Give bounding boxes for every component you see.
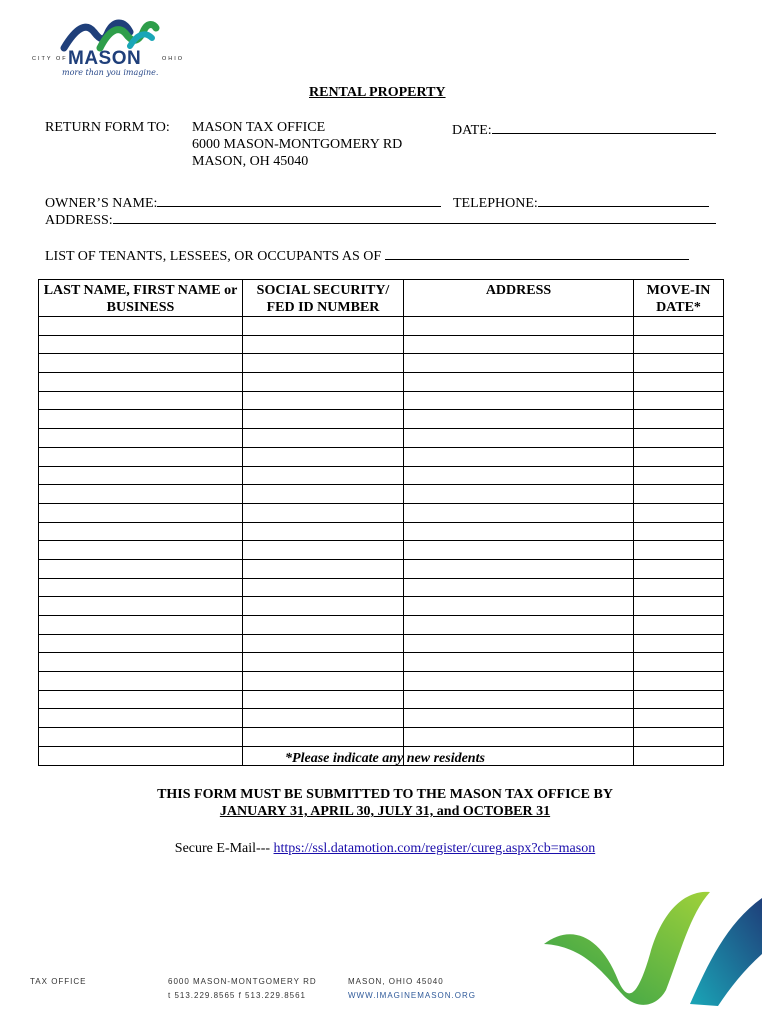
move-in-cell[interactable] <box>634 728 724 747</box>
logo-city-of: CITY OF <box>32 56 68 62</box>
name-cell[interactable] <box>39 672 243 691</box>
date-input-line[interactable] <box>492 119 716 134</box>
move-in-cell[interactable] <box>634 391 724 410</box>
logo-state: OHIO <box>162 56 185 62</box>
move-in-cell[interactable] <box>634 447 724 466</box>
secure-email <box>0 840 770 857</box>
name-cell[interactable] <box>39 391 243 410</box>
table-row <box>39 447 724 466</box>
logo-tagline: more than you imagine. <box>62 68 159 77</box>
address-cell[interactable] <box>404 522 634 541</box>
return-address-line: MASON TAX OFFICE <box>192 120 326 135</box>
footer-office: TAX OFFICE <box>30 977 87 986</box>
footer-phones: t 513.229.8565 f 513.229.8561 <box>168 991 306 1000</box>
address-cell[interactable] <box>404 672 634 691</box>
name-cell[interactable] <box>39 447 243 466</box>
ssn-cell[interactable] <box>243 429 404 448</box>
name-cell[interactable] <box>39 578 243 597</box>
deadline-line-1: THIS FORM MUST BE SUBMITTED TO THE MASON TAX OFFICE BY <box>157 787 613 802</box>
name-cell[interactable] <box>39 559 243 578</box>
table-header-row <box>39 280 724 317</box>
ssn-cell[interactable] <box>243 317 404 336</box>
address-input-line[interactable] <box>113 209 716 224</box>
ssn-cell[interactable] <box>243 503 404 522</box>
logo-name: MASON <box>68 48 142 69</box>
move-in-cell[interactable] <box>634 559 724 578</box>
name-cell[interactable] <box>39 335 243 354</box>
tenants-table <box>38 279 724 766</box>
table-row <box>39 690 724 709</box>
move-in-cell[interactable] <box>634 672 724 691</box>
table-row <box>39 653 724 672</box>
ssn-cell[interactable] <box>243 616 404 635</box>
table-row <box>39 503 724 522</box>
tenant-rows <box>39 317 724 766</box>
move-in-cell[interactable] <box>634 335 724 354</box>
move-in-cell[interactable] <box>634 690 724 709</box>
form-title: RENTAL PROPERTY <box>309 85 446 100</box>
ssn-cell[interactable] <box>243 522 404 541</box>
address-cell[interactable] <box>404 466 634 485</box>
name-cell[interactable] <box>39 634 243 653</box>
ssn-cell[interactable] <box>243 541 404 560</box>
return-address-line: 6000 MASON-MONTGOMERY RD <box>192 137 403 152</box>
address-cell[interactable] <box>404 410 634 429</box>
address-cell[interactable] <box>404 485 634 504</box>
footer-street: 6000 MASON-MONTGOMERY RD <box>168 977 317 986</box>
table-row <box>39 634 724 653</box>
ssn-cell[interactable] <box>243 634 404 653</box>
footer-city: MASON, OHIO 45040 <box>348 977 444 986</box>
table-row <box>39 672 724 691</box>
address-cell[interactable] <box>404 354 634 373</box>
address-cell[interactable] <box>404 429 634 448</box>
name-cell[interactable] <box>39 709 243 728</box>
ssn-cell[interactable] <box>243 690 404 709</box>
city-of-mason-logo <box>0 0 194 82</box>
move-in-cell[interactable] <box>634 373 724 392</box>
tenants-as-of-label: LIST OF TENANTS, LESSEES, OR OCCUPANTS AS OF <box>45 249 382 264</box>
ssn-cell[interactable] <box>243 653 404 672</box>
address-cell[interactable] <box>404 503 634 522</box>
column-header-name: LAST NAME, FIRST NAME or BUSINESS <box>39 280 243 317</box>
table-row <box>39 522 724 541</box>
new-residents-note: *Please indicate any new residents <box>285 751 485 766</box>
ssn-cell[interactable] <box>243 335 404 354</box>
mason-wave-logo-icon <box>60 18 160 52</box>
table-row <box>39 485 724 504</box>
name-cell[interactable] <box>39 616 243 635</box>
name-cell[interactable] <box>39 354 243 373</box>
table-row <box>39 466 724 485</box>
ssn-cell[interactable] <box>243 597 404 616</box>
return-address-line: MASON, OH 45040 <box>192 154 309 169</box>
name-cell[interactable] <box>39 429 243 448</box>
table-row <box>39 354 724 373</box>
move-in-cell[interactable] <box>634 429 724 448</box>
table-row <box>39 541 724 560</box>
move-in-cell[interactable] <box>634 485 724 504</box>
move-in-cell[interactable] <box>634 410 724 429</box>
name-cell[interactable] <box>39 541 243 560</box>
ssn-cell[interactable] <box>243 373 404 392</box>
tenants-as-of-field <box>45 245 689 265</box>
table-row <box>39 391 724 410</box>
mason-wave-graphic-icon <box>540 884 766 1010</box>
tenants-as-of-input-line[interactable] <box>385 245 689 260</box>
address-field <box>45 209 716 229</box>
date-label: DATE: <box>452 123 492 138</box>
ssn-cell[interactable] <box>243 466 404 485</box>
move-in-cell[interactable] <box>634 503 724 522</box>
return-to-label: RETURN FORM TO: <box>45 120 170 135</box>
name-cell[interactable] <box>39 690 243 709</box>
column-header-ssn: SOCIAL SECURITY/ FED ID NUMBER <box>243 280 404 317</box>
table-row <box>39 373 724 392</box>
name-cell[interactable] <box>39 728 243 747</box>
table-row <box>39 578 724 597</box>
address-cell[interactable] <box>404 616 634 635</box>
name-cell[interactable] <box>39 466 243 485</box>
move-in-cell[interactable] <box>634 653 724 672</box>
column-header-address: ADDRESS <box>404 280 634 317</box>
name-cell[interactable] <box>39 503 243 522</box>
table-row <box>39 429 724 448</box>
address-cell[interactable] <box>404 541 634 560</box>
table-row <box>39 709 724 728</box>
move-in-cell[interactable] <box>634 354 724 373</box>
move-in-cell[interactable] <box>634 578 724 597</box>
address-cell[interactable] <box>404 317 634 336</box>
ssn-cell[interactable] <box>243 485 404 504</box>
address-cell[interactable] <box>404 597 634 616</box>
move-in-cell[interactable] <box>634 597 724 616</box>
address-cell[interactable] <box>404 335 634 354</box>
owner-name-input-line[interactable] <box>157 192 441 207</box>
name-cell[interactable] <box>39 317 243 336</box>
address-cell[interactable] <box>404 559 634 578</box>
move-in-cell[interactable] <box>634 616 724 635</box>
address-cell[interactable] <box>404 578 634 597</box>
name-cell[interactable] <box>39 653 243 672</box>
table-row <box>39 559 724 578</box>
move-in-cell[interactable] <box>634 541 724 560</box>
table-row <box>39 317 724 336</box>
address-cell[interactable] <box>404 391 634 410</box>
name-cell[interactable] <box>39 597 243 616</box>
secure-email-label: Secure E-Mail--- <box>174 841 271 856</box>
move-in-cell[interactable] <box>634 466 724 485</box>
address-cell[interactable] <box>404 709 634 728</box>
date-field <box>452 119 716 139</box>
ssn-cell[interactable] <box>243 410 404 429</box>
ssn-cell[interactable] <box>243 728 404 747</box>
footer-website[interactable]: WWW.IMAGINEMASON.ORG <box>348 991 476 1000</box>
name-cell[interactable] <box>39 485 243 504</box>
address-label: ADDRESS: <box>45 213 113 228</box>
name-cell[interactable] <box>39 373 243 392</box>
address-cell[interactable] <box>404 690 634 709</box>
column-header-move-in: MOVE-IN DATE* <box>634 280 724 317</box>
telephone-label: TELEPHONE: <box>453 196 538 211</box>
name-cell[interactable] <box>39 410 243 429</box>
owner-name-label: OWNER’S NAME: <box>45 196 158 211</box>
move-in-cell[interactable] <box>634 522 724 541</box>
move-in-cell[interactable] <box>634 634 724 653</box>
deadline-line-2: JANUARY 31, APRIL 30, JULY 31, and OCTOBER 31 <box>219 804 551 819</box>
table-row <box>39 728 724 747</box>
table-row <box>39 597 724 616</box>
ssn-cell[interactable] <box>243 672 404 691</box>
move-in-cell[interactable] <box>634 709 724 728</box>
telephone-input-line[interactable] <box>538 192 709 207</box>
secure-email-link[interactable]: https://ssl.datamotion.com/register/cureg.aspx?cb=mason <box>273 841 596 856</box>
ssn-cell[interactable] <box>243 391 404 410</box>
address-cell[interactable] <box>404 653 634 672</box>
move-in-cell[interactable] <box>634 317 724 336</box>
address-cell[interactable] <box>404 447 634 466</box>
address-cell[interactable] <box>404 728 634 747</box>
ssn-cell[interactable] <box>243 578 404 597</box>
name-cell[interactable] <box>39 522 243 541</box>
address-cell[interactable] <box>404 634 634 653</box>
table-row <box>39 410 724 429</box>
address-cell[interactable] <box>404 373 634 392</box>
ssn-cell[interactable] <box>243 447 404 466</box>
return-address <box>192 119 402 170</box>
ssn-cell[interactable] <box>243 709 404 728</box>
ssn-cell[interactable] <box>243 559 404 578</box>
ssn-cell[interactable] <box>243 354 404 373</box>
table-row <box>39 335 724 354</box>
table-row <box>39 616 724 635</box>
